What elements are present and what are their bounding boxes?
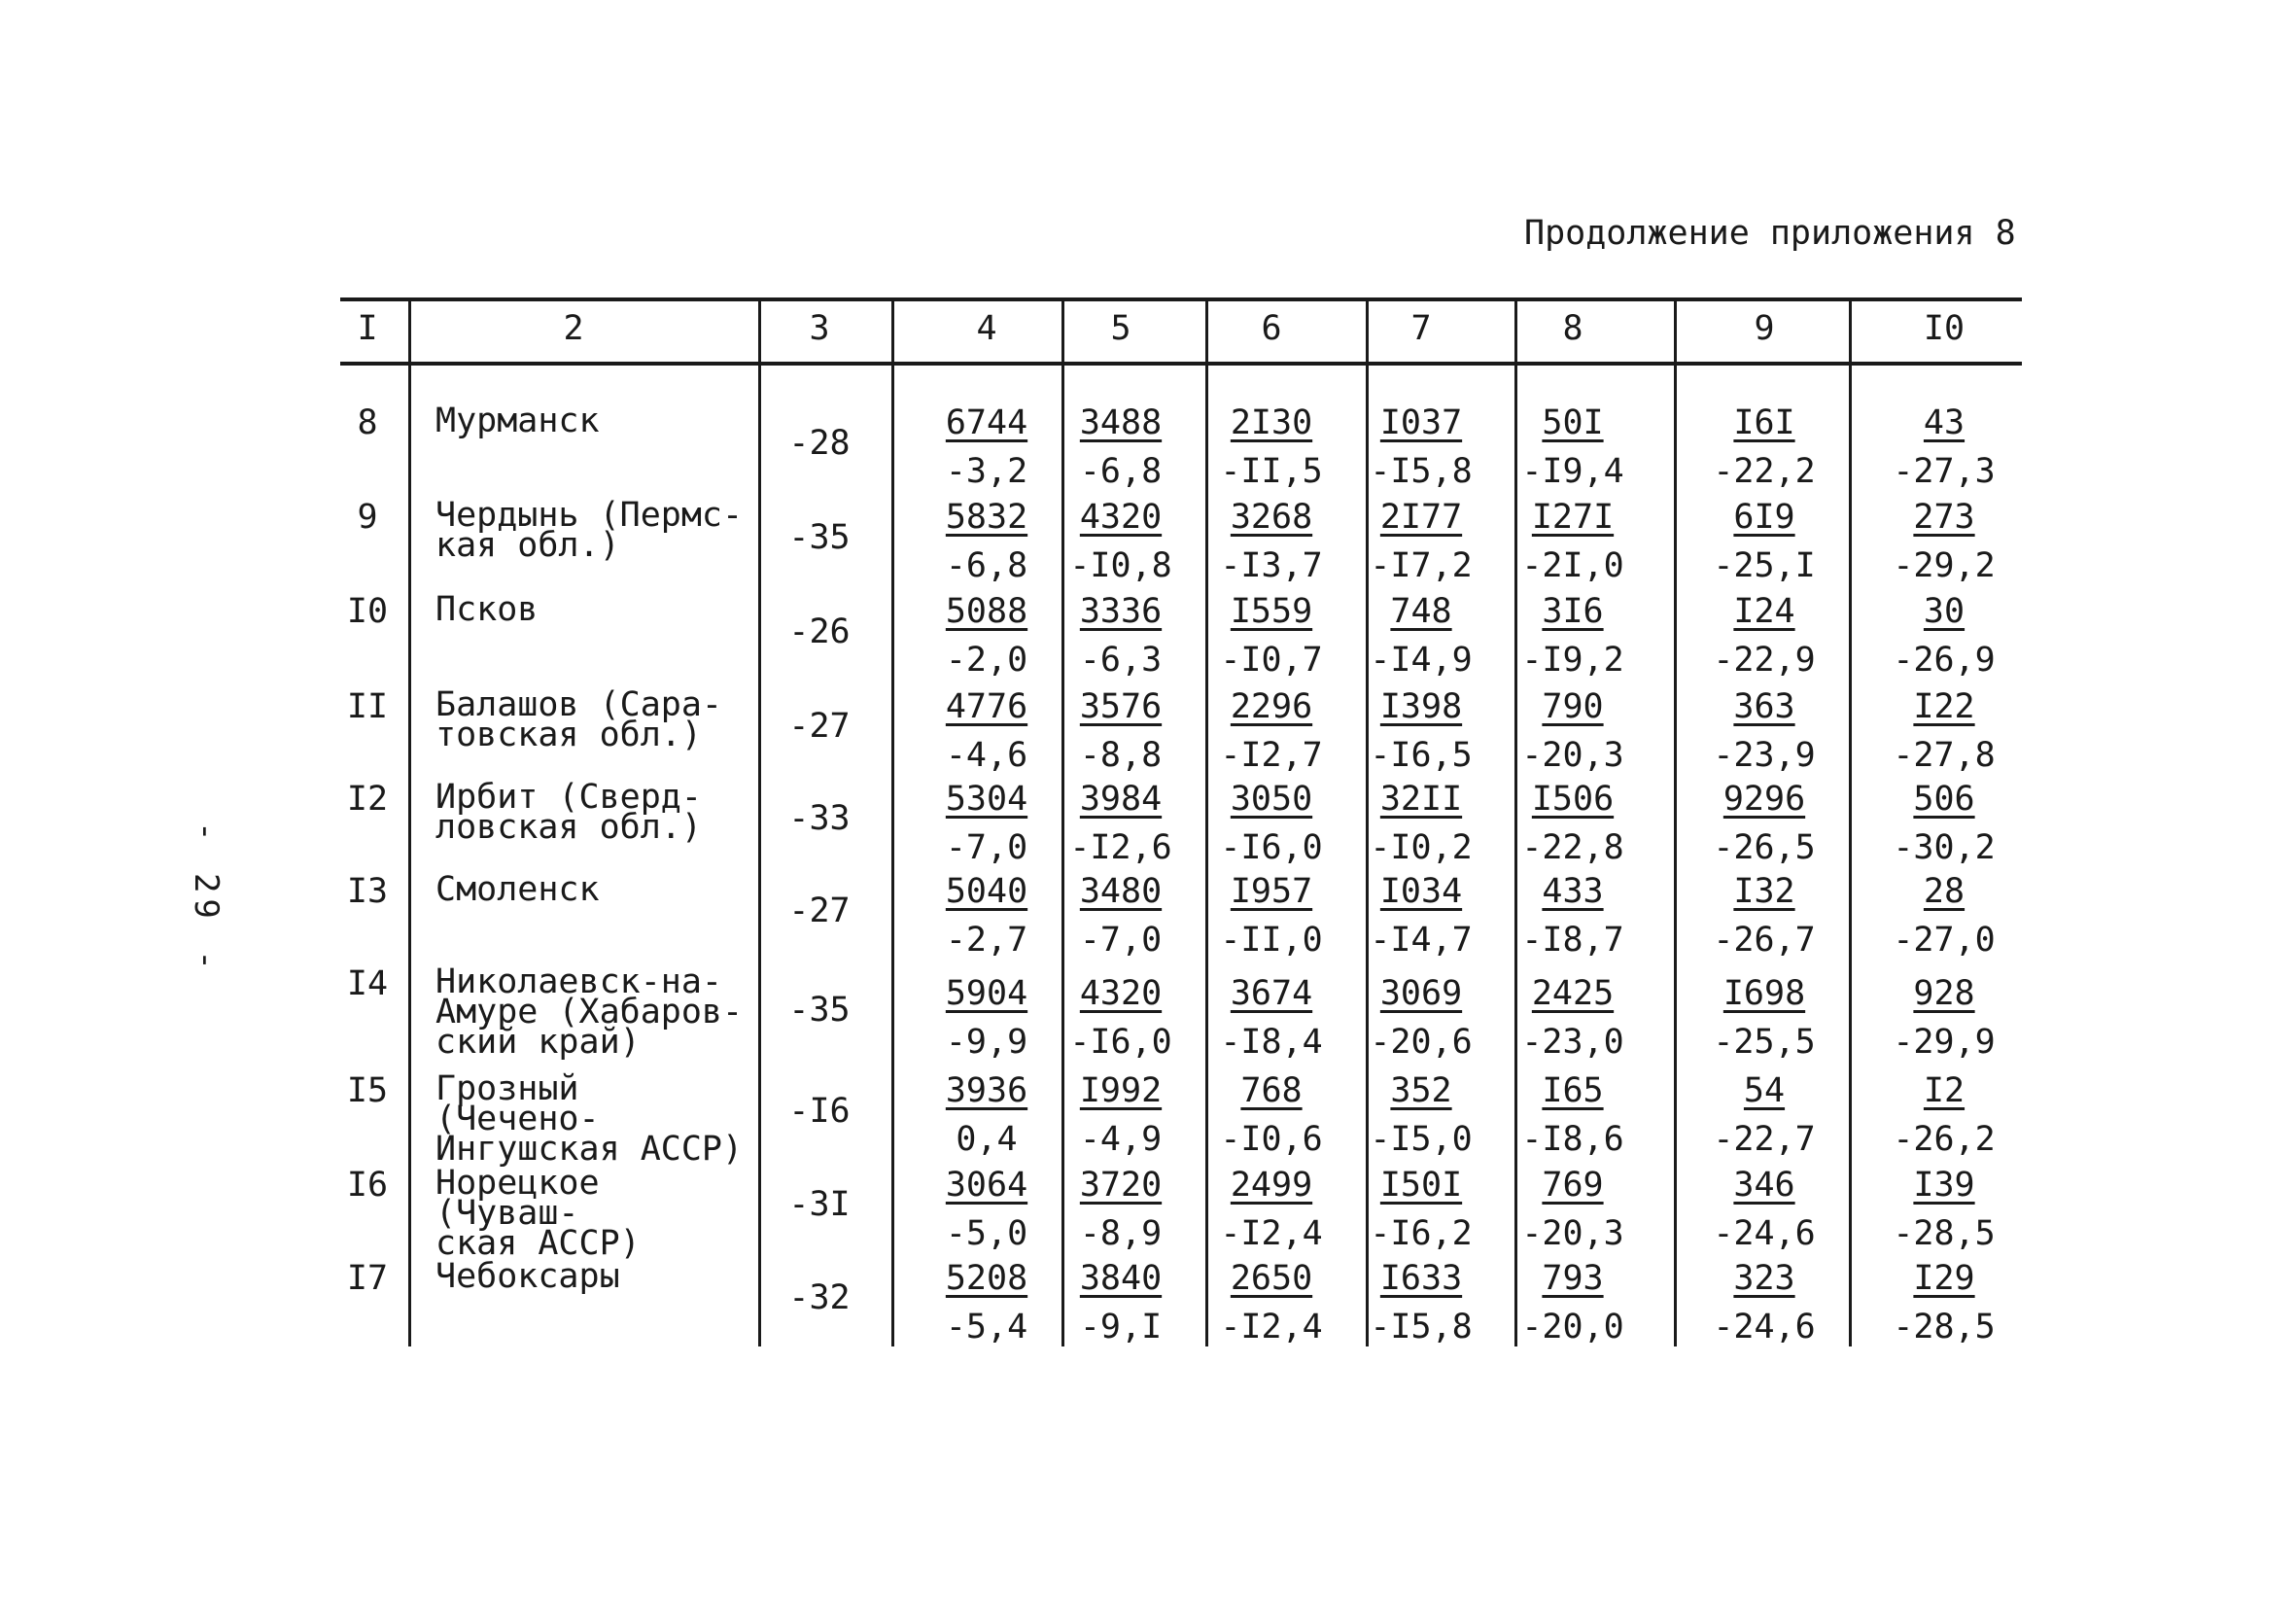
city-name: Чебоксары: [435, 1257, 620, 1296]
value-bottom: -20,0: [1521, 1308, 1624, 1346]
value-bottom: -I2,4: [1220, 1214, 1323, 1253]
city-name: Балашов (Сара- товская обл.): [435, 685, 723, 754]
value-bottom: -22,9: [1713, 641, 1816, 680]
value-bottom: -20,6: [1370, 1023, 1473, 1062]
row-number: I5: [346, 1071, 389, 1110]
value-top: I559: [1230, 592, 1313, 631]
value-top: 2425: [1531, 974, 1615, 1013]
value-top: I957: [1230, 872, 1313, 911]
value-bottom: -20,3: [1521, 736, 1624, 775]
value-top: 2650: [1230, 1259, 1313, 1298]
value-top: 4320: [1079, 974, 1163, 1013]
value-top: 3I6: [1542, 592, 1604, 631]
column-divider: [1061, 301, 1064, 1346]
city-name: Грозный (Чечено- Ингушская АССР): [435, 1069, 744, 1169]
value-top: 32II: [1379, 780, 1463, 819]
value-bottom: -24,6: [1713, 1214, 1816, 1253]
city-name: Чердынь (Пермс- кая обл.): [435, 496, 744, 565]
value-bottom: -I6,0: [1069, 1023, 1172, 1062]
value-bottom: -2I,0: [1521, 546, 1624, 585]
value-bottom: -I9,4: [1521, 452, 1624, 491]
value-bottom: -I8,4: [1220, 1023, 1323, 1062]
value-top: 793: [1542, 1259, 1604, 1298]
value-top: I992: [1079, 1071, 1163, 1110]
value-bottom: -27,8: [1893, 736, 1996, 775]
value-top: 2499: [1230, 1166, 1313, 1205]
value-bottom: -22,2: [1713, 452, 1816, 491]
value-bottom: -6,3: [1079, 641, 1163, 680]
value-bottom: -9,I: [1079, 1308, 1163, 1346]
value-top: 506: [1913, 780, 1975, 819]
value-top: 4776: [945, 687, 1028, 726]
design-temperature: -3I: [788, 1185, 851, 1224]
value-top: 28: [1923, 872, 1966, 911]
row-number: I4: [346, 964, 389, 1003]
value-top: 5088: [945, 592, 1028, 631]
value-bottom: -II,5: [1220, 452, 1323, 491]
column-header: I0: [1923, 309, 1966, 348]
value-top: 748: [1390, 592, 1452, 631]
row-number: I2: [346, 780, 389, 819]
value-top: I22: [1913, 687, 1975, 726]
column-header: 8: [1562, 309, 1583, 348]
value-top: 3268: [1230, 498, 1313, 537]
city-name: Смоленск: [435, 870, 600, 909]
design-temperature: -28: [788, 423, 851, 463]
value-bottom: -27,0: [1893, 921, 1996, 960]
value-bottom: -30,2: [1893, 828, 1996, 867]
value-bottom: -I0,2: [1370, 828, 1473, 867]
value-top: 352: [1390, 1071, 1452, 1110]
row-number: I7: [346, 1259, 389, 1298]
value-top: 3069: [1379, 974, 1463, 1013]
value-bottom: -I5,8: [1370, 1308, 1473, 1346]
value-top: 3984: [1079, 780, 1163, 819]
value-top: I398: [1379, 687, 1463, 726]
row-number: II: [346, 687, 389, 726]
value-top: 768: [1240, 1071, 1303, 1110]
city-name: Николаевск-на- Амуре (Хабаров- ский край): [435, 962, 744, 1062]
value-top: 9296: [1722, 780, 1806, 819]
value-bottom: -28,5: [1893, 1214, 1996, 1253]
column-header: 9: [1754, 309, 1775, 348]
value-bottom: -4,6: [945, 736, 1028, 775]
column-divider: [1205, 301, 1208, 1346]
value-bottom: -26,7: [1713, 921, 1816, 960]
value-top: 43: [1923, 403, 1966, 442]
design-temperature: -33: [788, 798, 851, 838]
value-bottom: 0,4: [956, 1120, 1018, 1159]
value-bottom: -2,0: [945, 641, 1028, 680]
value-bottom: -26,5: [1713, 828, 1816, 867]
value-bottom: -7,0: [1079, 921, 1163, 960]
value-top: I29: [1913, 1259, 1975, 1298]
value-top: 5040: [945, 872, 1028, 911]
value-bottom: -22,7: [1713, 1120, 1816, 1159]
value-bottom: -29,9: [1893, 1023, 1996, 1062]
page-number: - 29 -: [187, 821, 226, 976]
column-divider: [1849, 301, 1852, 1346]
value-top: 3488: [1079, 403, 1163, 442]
value-bottom: -29,2: [1893, 546, 1996, 585]
value-top: I24: [1733, 592, 1795, 631]
value-top: 346: [1733, 1166, 1795, 1205]
column-divider: [1366, 301, 1369, 1346]
value-top: I037: [1379, 403, 1463, 442]
column-header: I: [357, 309, 378, 348]
column-divider: [891, 301, 894, 1346]
value-top: 3936: [945, 1071, 1028, 1110]
value-bottom: -26,2: [1893, 1120, 1996, 1159]
value-top: 3720: [1079, 1166, 1163, 1205]
design-temperature: -27: [788, 891, 851, 930]
value-bottom: -I4,9: [1370, 641, 1473, 680]
value-top: 6744: [945, 403, 1028, 442]
value-bottom: -9,9: [945, 1023, 1028, 1062]
design-temperature: -26: [788, 612, 851, 651]
value-top: 3674: [1230, 974, 1313, 1013]
value-bottom: -I2,6: [1069, 828, 1172, 867]
value-bottom: -5,4: [945, 1308, 1028, 1346]
value-top: 433: [1542, 872, 1604, 911]
value-bottom: -2,7: [945, 921, 1028, 960]
value-top: 363: [1733, 687, 1795, 726]
column-header: 5: [1110, 309, 1131, 348]
value-top: 4320: [1079, 498, 1163, 537]
value-top: 50I: [1542, 403, 1604, 442]
value-bottom: -3,2: [945, 452, 1028, 491]
column-divider: [758, 301, 761, 1346]
value-bottom: -I8,6: [1521, 1120, 1624, 1159]
value-top: I506: [1531, 780, 1615, 819]
column-divider: [1514, 301, 1517, 1346]
value-top: 54: [1743, 1071, 1786, 1110]
value-top: 2I30: [1230, 403, 1313, 442]
value-top: 3480: [1079, 872, 1163, 911]
value-top: 2I77: [1379, 498, 1463, 537]
row-number: I6: [346, 1166, 389, 1205]
value-top: I39: [1913, 1166, 1975, 1205]
city-name: Мурманск: [435, 402, 600, 440]
value-bottom: -23,0: [1521, 1023, 1624, 1062]
value-top: I034: [1379, 872, 1463, 911]
value-bottom: -I2,4: [1220, 1308, 1323, 1346]
value-top: 928: [1913, 974, 1975, 1013]
value-top: 3064: [945, 1166, 1028, 1205]
value-top: 3576: [1079, 687, 1163, 726]
table-header-rule: [340, 362, 2022, 366]
value-bottom: -22,8: [1521, 828, 1624, 867]
value-top: 323: [1733, 1259, 1795, 1298]
value-bottom: -I6,2: [1370, 1214, 1473, 1253]
value-bottom: -6,8: [1079, 452, 1163, 491]
value-bottom: -I2,7: [1220, 736, 1323, 775]
value-bottom: -I8,7: [1521, 921, 1624, 960]
value-bottom: -28,5: [1893, 1308, 1996, 1346]
value-bottom: -5,0: [945, 1214, 1028, 1253]
row-number: I3: [346, 872, 389, 911]
value-bottom: -I0,7: [1220, 641, 1323, 680]
value-bottom: -I4,7: [1370, 921, 1473, 960]
column-header: 6: [1261, 309, 1282, 348]
value-bottom: -4,9: [1079, 1120, 1163, 1159]
row-number: I0: [346, 592, 389, 631]
value-top: I32: [1733, 872, 1795, 911]
column-divider: [1674, 301, 1677, 1346]
design-temperature: -35: [788, 517, 851, 557]
value-top: 769: [1542, 1166, 1604, 1205]
value-top: 5208: [945, 1259, 1028, 1298]
value-bottom: -I7,2: [1370, 546, 1473, 585]
design-temperature: -I6: [788, 1091, 851, 1131]
value-bottom: -I5,0: [1370, 1120, 1473, 1159]
value-top: 5304: [945, 780, 1028, 819]
value-bottom: -23,9: [1713, 736, 1816, 775]
value-bottom: -8,8: [1079, 736, 1163, 775]
value-top: 5904: [945, 974, 1028, 1013]
value-top: I698: [1722, 974, 1806, 1013]
value-top: I27I: [1531, 498, 1615, 537]
value-bottom: -26,9: [1893, 641, 1996, 680]
value-bottom: -I6,0: [1220, 828, 1323, 867]
value-bottom: -20,3: [1521, 1214, 1624, 1253]
value-bottom: -8,9: [1079, 1214, 1163, 1253]
value-top: I2: [1923, 1071, 1966, 1110]
value-bottom: -6,8: [945, 546, 1028, 585]
value-top: I65: [1542, 1071, 1604, 1110]
value-bottom: -I6,5: [1370, 736, 1473, 775]
city-name: Ирбит (Сверд- ловская обл.): [435, 778, 702, 847]
value-bottom: -24,6: [1713, 1308, 1816, 1346]
value-bottom: -I0,8: [1069, 546, 1172, 585]
value-bottom: -I3,7: [1220, 546, 1323, 585]
value-top: 3050: [1230, 780, 1313, 819]
value-top: 30: [1923, 592, 1966, 631]
city-name: Норецкое (Чуваш- ская АССР): [435, 1164, 641, 1263]
table-top-rule: [340, 297, 2022, 301]
row-number: 9: [357, 498, 378, 537]
value-bottom: -25,5: [1713, 1023, 1816, 1062]
city-name: Псков: [435, 590, 539, 629]
value-top: 6I9: [1733, 498, 1795, 537]
value-top: 3336: [1079, 592, 1163, 631]
value-top: 3840: [1079, 1259, 1163, 1298]
value-bottom: -27,3: [1893, 452, 1996, 491]
value-top: 2296: [1230, 687, 1313, 726]
column-divider: [408, 301, 411, 1346]
value-bottom: -25,I: [1713, 546, 1816, 585]
column-header: 4: [976, 309, 997, 348]
value-bottom: -I9,2: [1521, 641, 1624, 680]
column-header: 7: [1410, 309, 1432, 348]
design-temperature: -32: [788, 1277, 851, 1317]
value-bottom: -I0,6: [1220, 1120, 1323, 1159]
value-top: I633: [1379, 1259, 1463, 1298]
value-top: I50I: [1379, 1166, 1463, 1205]
design-temperature: -35: [788, 991, 851, 1030]
row-number: 8: [357, 403, 378, 442]
value-top: 790: [1542, 687, 1604, 726]
value-bottom: -7,0: [945, 828, 1028, 867]
column-header: 2: [563, 309, 584, 348]
value-bottom: -II,0: [1220, 921, 1323, 960]
value-top: I6I: [1733, 403, 1795, 442]
value-top: 5832: [945, 498, 1028, 537]
column-header: 3: [809, 309, 830, 348]
value-bottom: -I5,8: [1370, 452, 1473, 491]
design-temperature: -27: [788, 706, 851, 746]
value-top: 273: [1913, 498, 1975, 537]
table-caption: Продолжение приложения 8: [1524, 214, 2016, 253]
